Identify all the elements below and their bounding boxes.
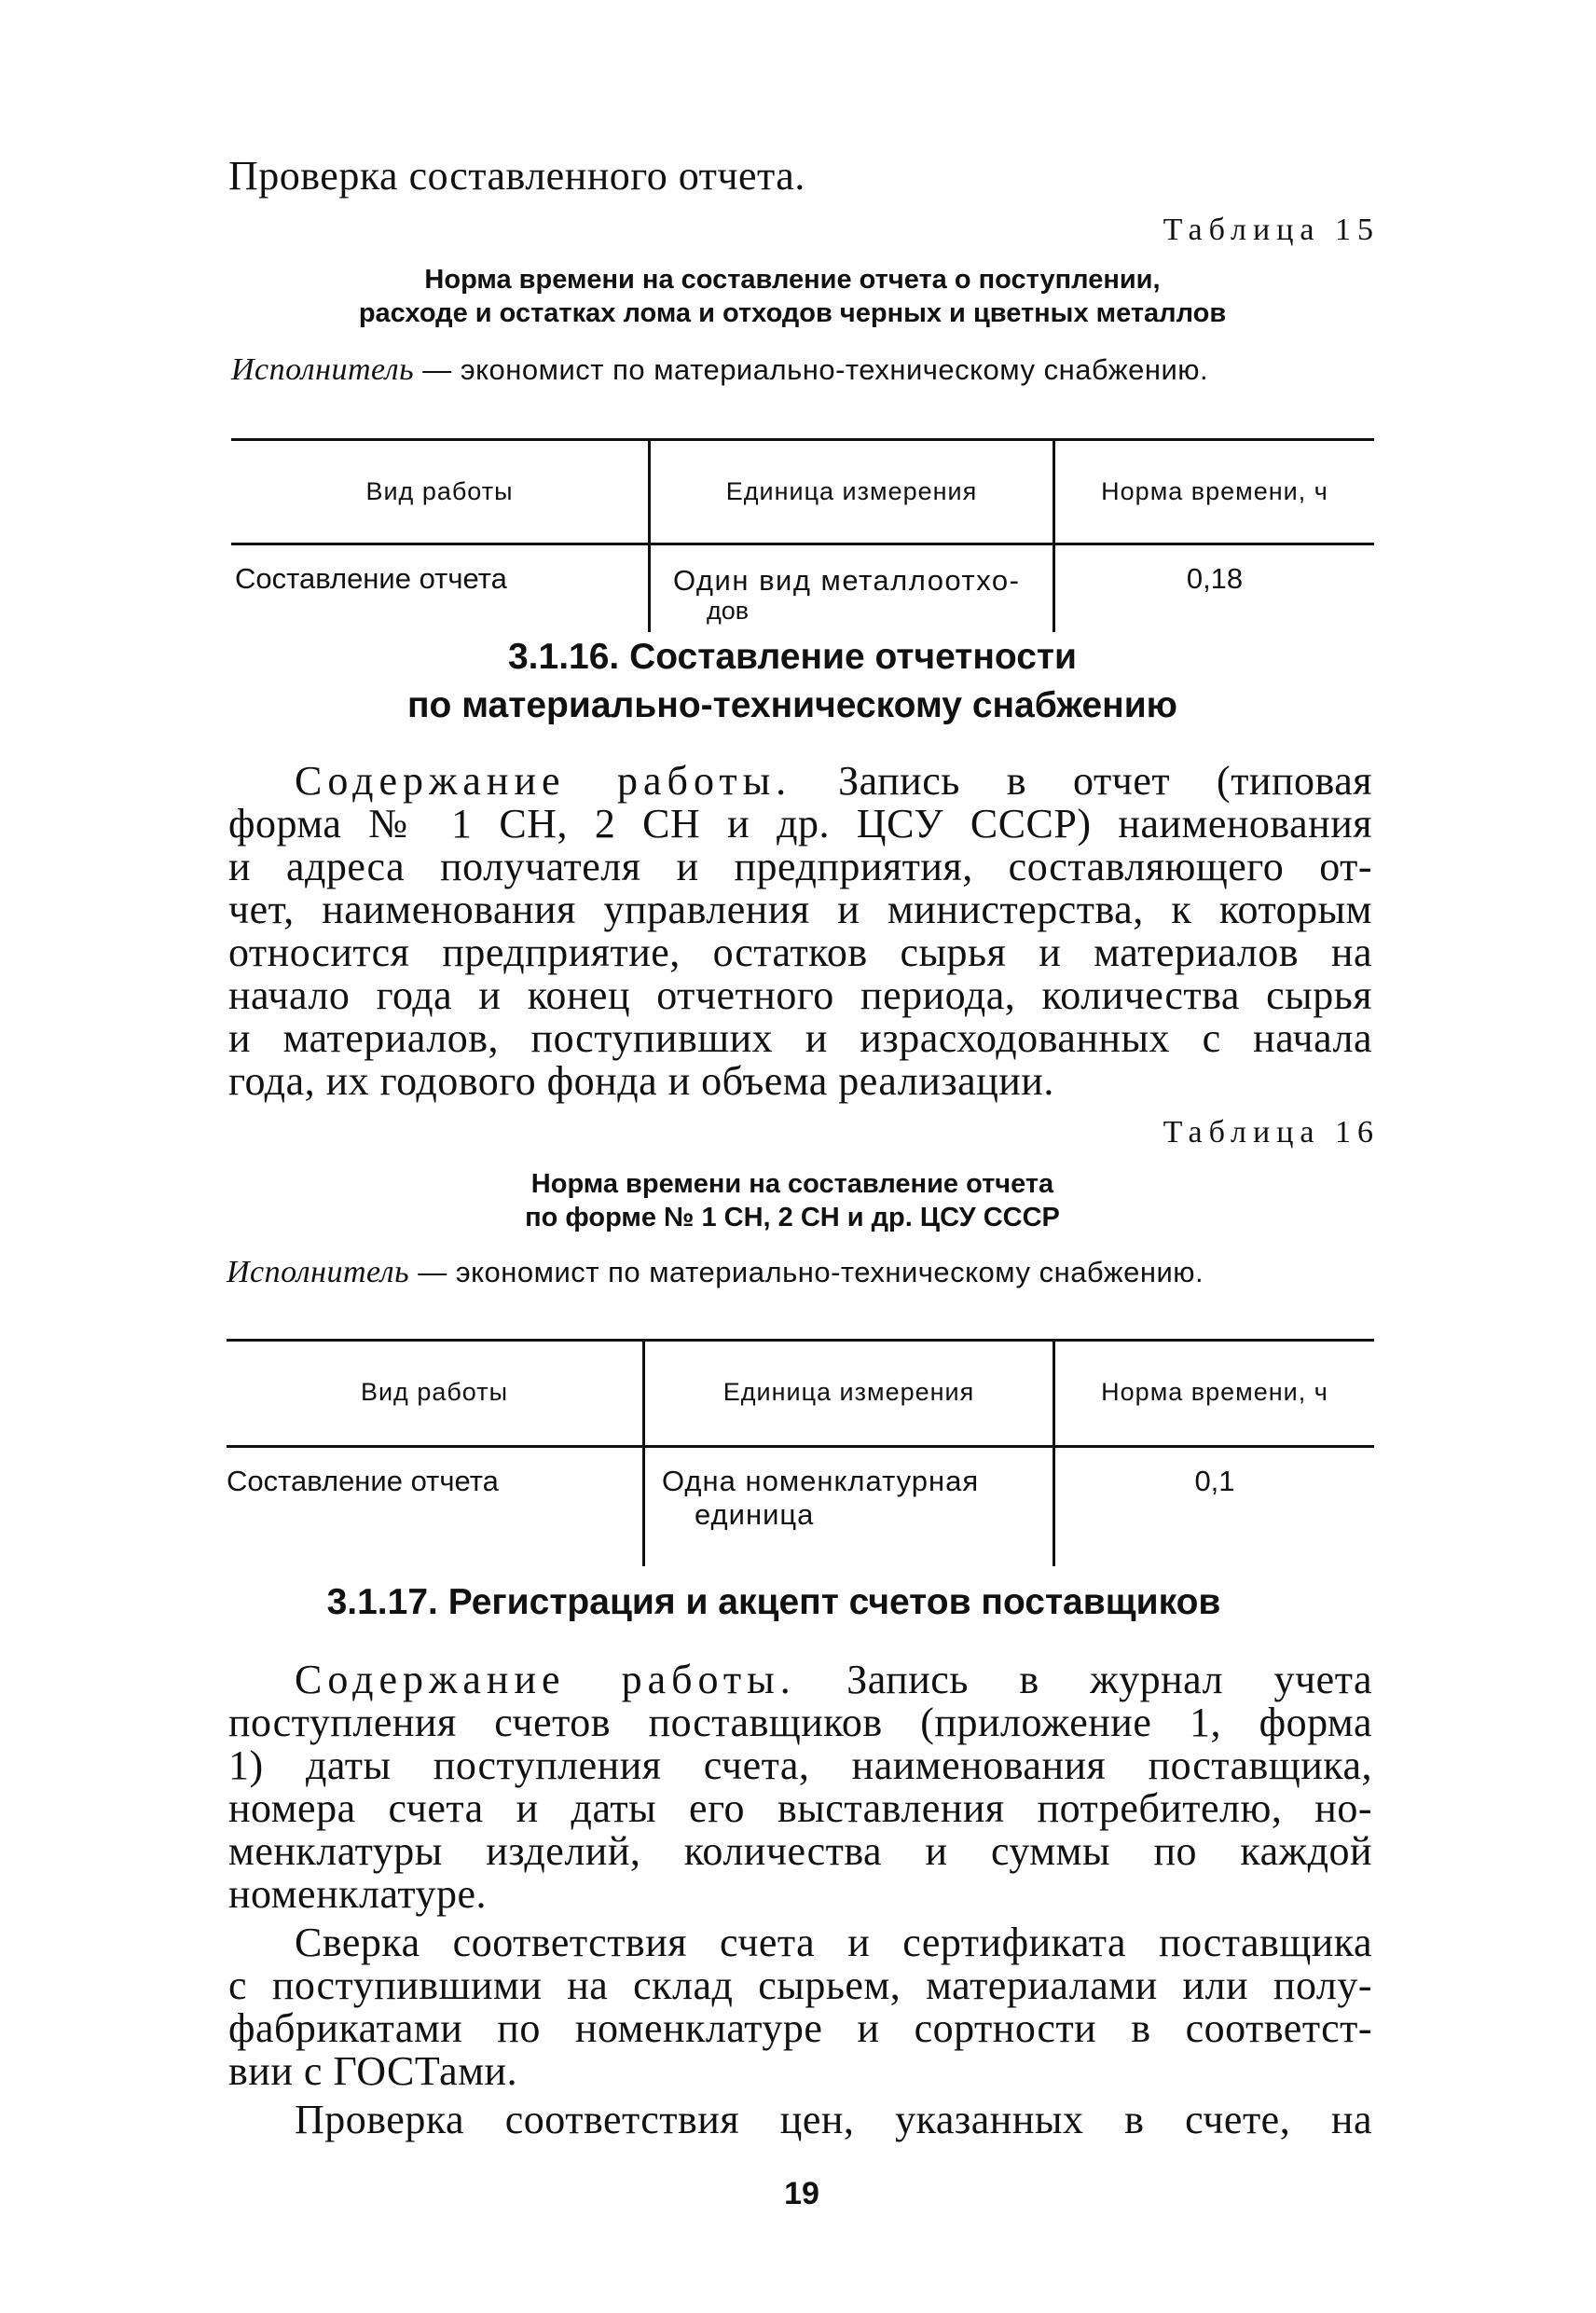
section-16-heading-line-2: по материально-техническому снабжению — [407, 685, 1177, 725]
table-15-cell-unit-line-1: Один вид металлоотхо- — [673, 564, 1021, 597]
section-16-first-line — [295, 759, 1372, 804]
text-line: Запись в журнал учета — [795, 1657, 1372, 1702]
table-16-header-norm: Норма времени, ч — [1101, 1378, 1328, 1406]
text-line: Сверка соответствия счета и сертификата поставщика — [295, 1920, 1372, 1965]
table-16-col-divider-2 — [1053, 1339, 1055, 1566]
text-line: вии с ГОСТами. — [228, 2048, 518, 2094]
table-15-cell-work: Составление отчета — [235, 562, 507, 595]
text-line: с поступившими на склад сырьем, материалами или полу- — [228, 1962, 1372, 2008]
table-15-top-rule — [231, 438, 1374, 441]
performer-label: Исполнитель — [227, 1255, 410, 1289]
table-16-number: Таблица 16 — [1163, 1115, 1380, 1150]
table-15-performer — [231, 352, 1208, 388]
text-line: номера счета и даты его выставления потребителю, но- — [228, 1785, 1372, 1831]
text-line: года, их годового фонда и объема реализации. — [228, 1058, 1054, 1104]
table-15-number: Таблица 15 — [1163, 213, 1380, 247]
table-15-col-divider-1 — [648, 438, 651, 632]
table-15-col-divider-2 — [1053, 438, 1055, 632]
table-16-col-divider-1 — [642, 1339, 645, 1566]
table-16-cell-work: Составление отчета — [227, 1465, 499, 1497]
text-line: фабрикатами по номенклатуре и сортности в соответст- — [228, 2005, 1372, 2051]
table-16-performer — [227, 1255, 1204, 1290]
table-16-header-rule — [227, 1445, 1374, 1448]
table-16-header-unit: Единица измерения — [722, 1378, 975, 1406]
table-15-header-rule — [231, 543, 1374, 545]
table-15-header-work: Вид работы — [365, 477, 514, 505]
text-line: номенклатуре. — [228, 1871, 488, 1917]
section-17-first-line — [295, 1658, 1372, 1702]
text-line: чет, наименования управления и министерства, к которым — [228, 887, 1372, 932]
table-15-caption-line-1: Норма времени на составление отчета о поступлении, — [424, 265, 1161, 295]
text-line: и материалов, поступивших и израсходованных с начала — [228, 1015, 1372, 1061]
table-16-cell-unit-line-2: единица — [695, 1498, 815, 1531]
performer-text: — экономист по материально-техническому снабжению. — [409, 1256, 1204, 1288]
table-16-caption-line-2: по форме № 1 СН, 2 СН и др. ЦСУ СССР — [525, 1203, 1060, 1232]
table-15-header-norm: Норма времени, ч — [1101, 477, 1328, 505]
performer-text: — экономист по материально-техническому снабжению. — [414, 353, 1209, 386]
text-line: 1) даты поступления счета, наименования поставщика, — [228, 1742, 1372, 1788]
text-line: Запись в отчет (типовая — [791, 758, 1372, 804]
table-16-top-rule — [227, 1339, 1374, 1342]
table-16-cell-unit-line-1: Одна номенклатурная — [662, 1465, 980, 1497]
text-line: относится предприятие, остатков сырья и материалов на — [228, 929, 1372, 975]
table-15-caption-line-2: расходе и остатках лома и отходов черных и цветных металлов — [358, 298, 1227, 328]
text-line: поступления счетов поставщиков (приложение 1, форма — [228, 1700, 1372, 1745]
table-15-cell-unit-line-2: дов — [707, 597, 750, 625]
text-line: форма № 1 СН, 2 СН и др. ЦСУ СССР) наименования — [228, 801, 1372, 847]
table-15-cell-norm: 0,18 — [1186, 562, 1244, 595]
page-number: 19 — [784, 2176, 819, 2211]
table-15-header-unit: Единица измерения — [725, 477, 978, 505]
section-17-heading: 3.1.17. Регистрация и акцепт счетов поставщиков — [326, 1582, 1221, 1622]
performer-label: Исполнитель — [231, 352, 415, 387]
table-16-caption-line-1: Норма времени на составление отчета — [530, 1169, 1054, 1199]
text-line: и адреса получателя и предприятия, составляющего от- — [228, 844, 1372, 889]
content-label: Содержание работы. — [295, 758, 792, 804]
text-line: Проверка соответствия цен, указанных в счете, на — [295, 2097, 1372, 2142]
table-16-cell-norm: 0,1 — [1194, 1465, 1235, 1497]
table-16-header-work: Вид работы — [360, 1378, 509, 1406]
text-line: начало года и конец отчетного периода, количества сырья — [228, 972, 1372, 1018]
section-16-heading-line-1: 3.1.16. Составление отчетности — [507, 637, 1078, 677]
content-label: Содержание работы. — [295, 1657, 796, 1702]
text-line: менклатуры изделий, количества и суммы по каждой — [228, 1828, 1372, 1874]
intro-line: Проверка составленного отчета. — [228, 153, 805, 199]
